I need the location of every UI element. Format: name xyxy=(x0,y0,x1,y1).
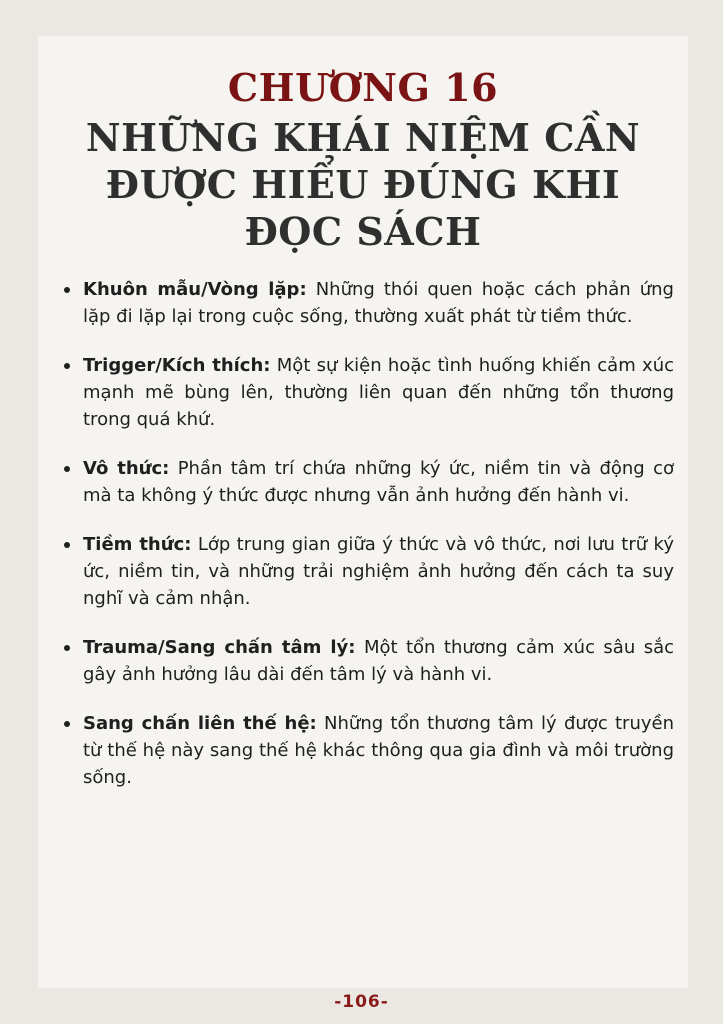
term-definition: Những tổn thương tâm lý được truyền từ thế hệ này sang thế hệ khác thông qua gia đình và môi trường sống. xyxy=(83,713,675,788)
term-label: Khuôn mẫu/Vòng lặp: xyxy=(83,279,307,300)
term-definition: Một sự kiện hoặc tình huống khiến cảm xúc mạnh mẽ bùng lên, thường liên quan đến những tổn thương trong quá khứ. xyxy=(83,355,674,430)
list-item xyxy=(83,634,674,688)
chapter-heading: CHƯƠNG 16 xyxy=(227,65,499,110)
page-number: -106- xyxy=(334,992,389,1012)
list-item xyxy=(83,710,674,791)
term-label: Sang chấn liên thế hệ: xyxy=(83,713,317,734)
page-card xyxy=(38,36,688,988)
list-item xyxy=(83,276,674,330)
term-label: Vô thức: xyxy=(83,458,170,479)
list-item xyxy=(83,352,674,433)
list-item xyxy=(83,455,674,509)
term-label: Trigger/Kích thích: xyxy=(83,355,271,376)
term-definition: Những thói quen hoặc cách phản ứng lặp đi lặp lại trong cuộc sống, thường xuất phát từ tiềm thức. xyxy=(83,279,674,327)
term-definition: Một tổn thương cảm xúc sâu sắc gây ảnh hưởng lâu dài đến tâm lý và hành vi. xyxy=(83,637,674,685)
term-list xyxy=(38,276,688,813)
term-definition: Lớp trung gian giữa ý thức và vô thức, nơi lưu trữ ký ức, niềm tin, và những trải nghiệm ảnh hưởng đến cách ta suy nghĩ và cảm nhận. xyxy=(83,534,674,609)
chapter-title: NHỮNG KHÁI NIỆM CẦN ĐƯỢC HIỂU ĐÚNG KHI ĐỌC SÁCH xyxy=(85,115,641,254)
term-definition: Phần tâm trí chứa những ký ức, niềm tin và động cơ mà ta không ý thức được nhưng vẫn ảnh hưởng đến hành vi. xyxy=(83,458,674,506)
term-label: Tiềm thức: xyxy=(83,534,192,555)
term-label: Trauma/Sang chấn tâm lý: xyxy=(83,637,356,658)
list-item xyxy=(83,531,674,612)
